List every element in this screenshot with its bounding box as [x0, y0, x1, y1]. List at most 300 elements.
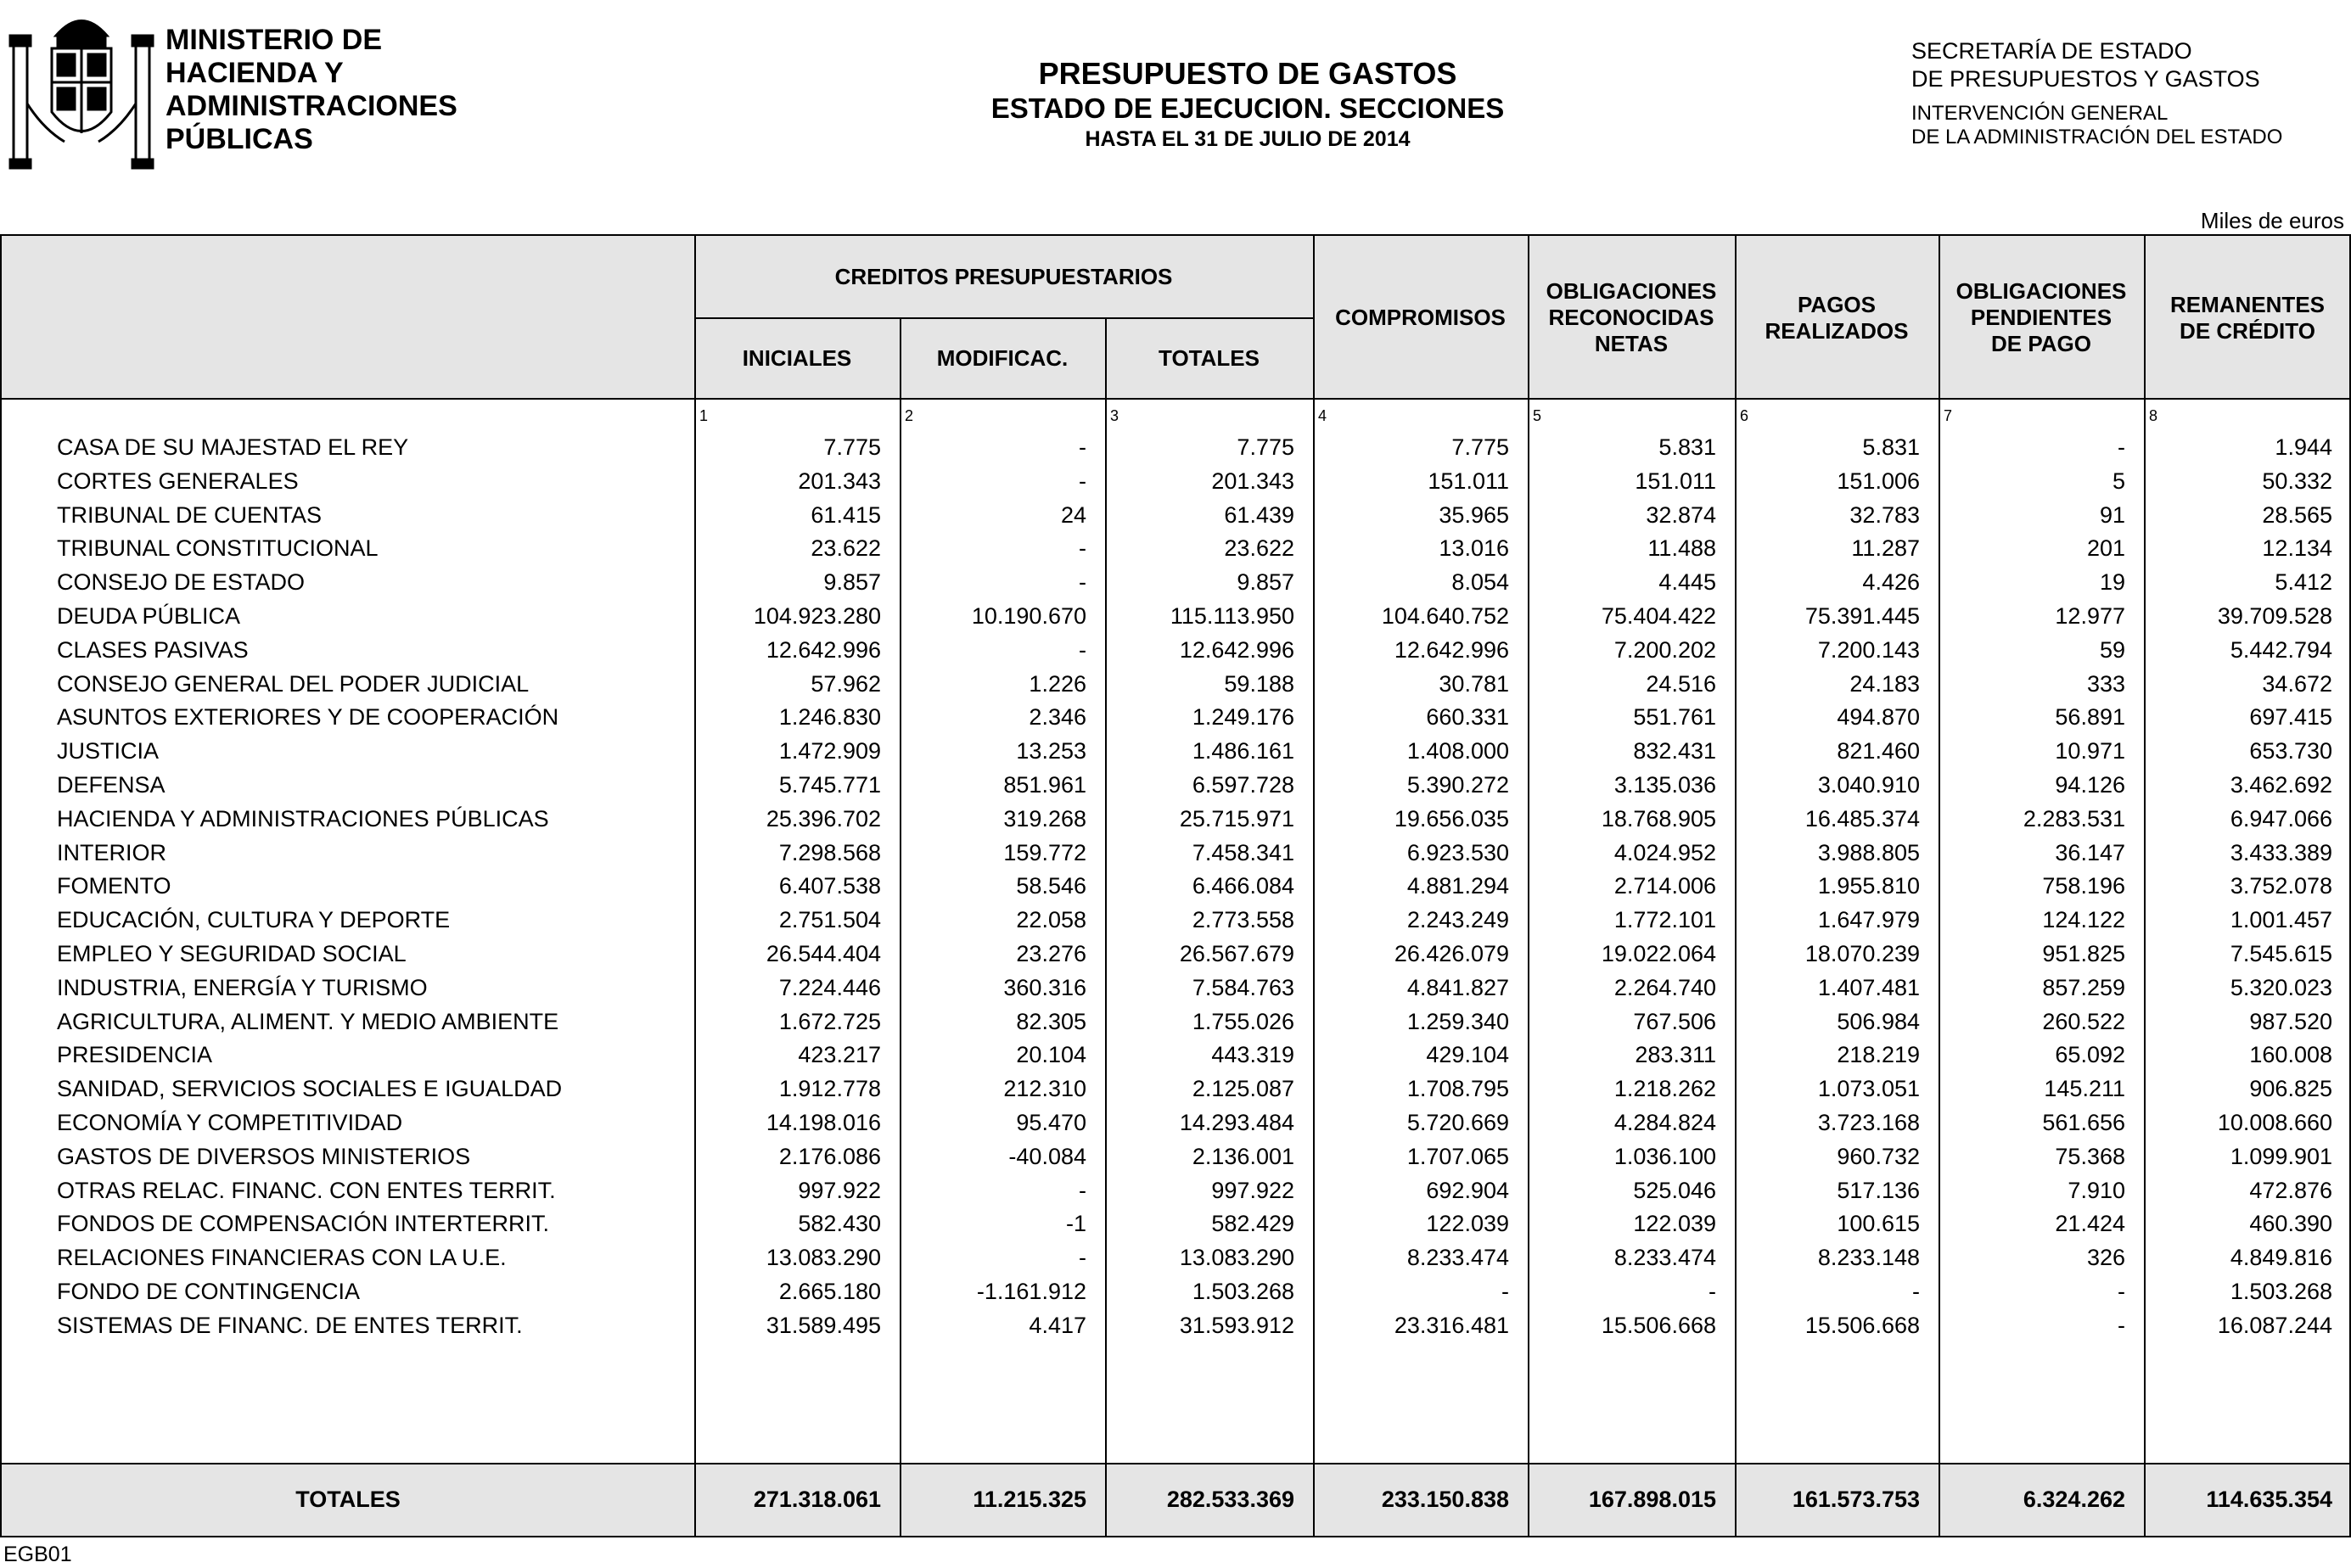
- table-row: [2, 701, 2349, 734]
- cell-value: 2.264.740: [1613, 974, 1716, 1000]
- cell-value: -: [1079, 636, 1086, 663]
- cell-value: 25.396.702: [766, 805, 881, 832]
- title-date: HASTA EL 31 DE JULIO DE 2014: [1085, 127, 1411, 151]
- cell-value: 212.310: [1003, 1076, 1086, 1102]
- cell-value: 1.218.262: [1613, 1076, 1716, 1102]
- totals-value: 161.573.753: [1792, 1487, 1920, 1512]
- row-label: CASA DE SU MAJESTAD EL REY: [57, 434, 409, 460]
- cell-value: 12.977: [2055, 603, 2125, 629]
- cell-value: 857.259: [2042, 974, 2125, 1000]
- cell-value: 6.466.084: [1192, 873, 1294, 899]
- cell-value: 115.113.950: [1170, 603, 1294, 629]
- cell-value: 8.233.474: [1613, 1245, 1716, 1271]
- row-label: ECONOMÍA Y COMPETITIVIDAD: [57, 1110, 403, 1135]
- table-row: [2, 634, 2349, 667]
- cell-value: -: [1079, 434, 1086, 460]
- ministry-line: MINISTERIO DE: [166, 24, 383, 56]
- table-row: [2, 1005, 2349, 1039]
- row-label: FOMENTO: [57, 873, 171, 899]
- cell-value: 23.316.481: [1394, 1312, 1509, 1338]
- cell-value: -: [1709, 1279, 1716, 1304]
- cell-value: 653.730: [2249, 738, 2332, 764]
- col-header-compromisos: COMPROMISOS: [1335, 305, 1506, 330]
- cell-value: 61.415: [811, 501, 881, 528]
- cell-value: 1.672.725: [778, 1008, 881, 1034]
- cell-value: 8.233.148: [1817, 1245, 1920, 1271]
- cell-value: 26.544.404: [766, 941, 881, 966]
- cell-value: 5.320.023: [2230, 974, 2332, 1000]
- table-row: [2, 870, 2349, 903]
- column-divider: [1528, 236, 1529, 1536]
- cell-value: 5: [2112, 468, 2125, 494]
- row-label: JUSTICIA: [57, 738, 160, 764]
- row-label: SISTEMAS DE FINANC. DE ENTES TERRIT.: [57, 1312, 523, 1338]
- cell-value: 4.849.816: [2230, 1245, 2332, 1271]
- column-number: 7: [1944, 407, 1953, 424]
- cell-value: 2.773.558: [1192, 907, 1294, 933]
- cell-value: 26.567.679: [1179, 941, 1294, 966]
- cell-value: 506.984: [1837, 1008, 1920, 1034]
- cell-value: 4.445: [1658, 569, 1716, 596]
- cell-value: 11.488: [1647, 535, 1716, 562]
- ministry-line: PÚBLICAS: [166, 123, 313, 155]
- cell-value: 5.720.669: [1406, 1110, 1509, 1135]
- cell-value: 1.486.161: [1192, 738, 1294, 764]
- cell-value: 3.135.036: [1613, 772, 1716, 798]
- col-header-pendientes: OBLIGACIONES PENDIENTES DE PAGO: [1955, 278, 2127, 356]
- table-row: [2, 972, 2349, 1005]
- cell-value: 2.346: [1029, 704, 1086, 731]
- table-row: [2, 1106, 2349, 1140]
- cell-value: 4.417: [1029, 1312, 1086, 1338]
- cell-value: 75.404.422: [1601, 603, 1716, 629]
- cell-value: 5.390.272: [1406, 772, 1509, 798]
- cell-value: 65.092: [2055, 1042, 2125, 1068]
- cell-value: 75.391.445: [1804, 603, 1920, 629]
- cell-value: 3.433.389: [2230, 839, 2332, 865]
- row-label: TRIBUNAL DE CUENTAS: [57, 501, 323, 528]
- cell-value: 692.904: [1426, 1177, 1509, 1203]
- row-label: GASTOS DE DIVERSOS MINISTERIOS: [57, 1143, 471, 1169]
- cell-value: 22.058: [1016, 907, 1086, 933]
- cell-value: 1.249.176: [1192, 704, 1294, 731]
- row-label: FONDO DE CONTINGENCIA: [57, 1279, 361, 1304]
- totals-value: 271.318.061: [753, 1487, 881, 1512]
- cell-value: 1.707.065: [1406, 1143, 1509, 1169]
- cell-value: 660.331: [1426, 704, 1509, 731]
- cell-value: 59: [2099, 636, 2125, 663]
- table-row: [2, 837, 2349, 870]
- row-label: AGRICULTURA, ALIMENT. Y MEDIO AMBIENTE: [57, 1008, 559, 1034]
- secretaria-header: [1911, 37, 2260, 93]
- cell-value: 429.104: [1426, 1042, 1509, 1068]
- cell-value: 821.460: [1837, 738, 1920, 764]
- cell-value: -: [2118, 1312, 2125, 1338]
- cell-value: 201: [2086, 535, 2125, 562]
- table-row: [2, 1039, 2349, 1072]
- cell-value: 4.426: [1862, 569, 1920, 596]
- cell-value: 2.283.531: [2023, 805, 2125, 832]
- cell-value: 16.485.374: [1804, 805, 1920, 832]
- table-row: [2, 1174, 2349, 1207]
- cell-value: 7.200.143: [1817, 636, 1920, 663]
- cell-value: 39.709.528: [2217, 603, 2332, 629]
- cell-value: 3.723.168: [1817, 1110, 1920, 1135]
- cell-value: 2.751.504: [778, 907, 881, 933]
- cell-value: 91: [2099, 501, 2125, 528]
- table-row: [2, 735, 2349, 768]
- cell-value: 35.965: [1439, 501, 1509, 528]
- row-label: RELACIONES FINANCIERAS CON LA U.E.: [57, 1245, 507, 1271]
- row-label: DEUDA PÚBLICA: [57, 603, 241, 629]
- table-row: [2, 803, 2349, 836]
- cell-value: 14.293.484: [1179, 1110, 1294, 1135]
- table-row: [2, 668, 2349, 701]
- cell-value: 326: [2086, 1245, 2125, 1271]
- cell-value: -1: [1065, 1211, 1086, 1237]
- column-number: 4: [1318, 407, 1327, 424]
- cell-value: 15.506.668: [1601, 1312, 1716, 1338]
- cell-value: 122.039: [1426, 1211, 1509, 1237]
- cell-value: 32.783: [1849, 501, 1920, 528]
- col-header-obligaciones-netas: OBLIGACIONES RECONOCIDAS NETAS: [1546, 278, 1717, 356]
- cell-value: 59.188: [1224, 670, 1294, 697]
- report-code: EGB01: [3, 1543, 72, 1566]
- cell-value: 12.642.996: [1394, 636, 1509, 663]
- cell-value: 333: [2086, 670, 2125, 697]
- title-sub: ESTADO DE EJECUCION. SECCIONES: [990, 92, 1505, 124]
- cell-value: 36.147: [2055, 839, 2125, 865]
- cell-value: 832.431: [1633, 738, 1716, 764]
- totals-value: 6.324.262: [2023, 1487, 2125, 1512]
- cell-value: 319.268: [1003, 805, 1086, 832]
- cell-value: 7.298.568: [778, 839, 881, 865]
- cell-value: 124.122: [2042, 907, 2125, 933]
- cell-value: 4.881.294: [1406, 873, 1509, 899]
- column-number: 5: [1533, 407, 1542, 424]
- cell-value: 4.024.952: [1613, 839, 1716, 865]
- cell-value: 1.036.100: [1613, 1143, 1716, 1169]
- cell-value: -: [1079, 569, 1086, 596]
- row-label: DEFENSA: [57, 772, 166, 798]
- cell-value: 951.825: [2042, 941, 2125, 966]
- totals-value: 11.215.325: [973, 1487, 1086, 1512]
- row-label: SANIDAD, SERVICIOS SOCIALES E IGUALDAD: [57, 1076, 563, 1102]
- cell-value: 26.426.079: [1394, 941, 1509, 966]
- cell-value: 7.458.341: [1192, 839, 1294, 865]
- cell-value: 218.219: [1837, 1042, 1920, 1068]
- cell-value: -: [2118, 434, 2125, 460]
- cell-value: 100.615: [1837, 1211, 1920, 1237]
- cell-value: -: [1079, 1245, 1086, 1271]
- cell-value: 23.622: [1224, 535, 1294, 562]
- table-row: [2, 532, 2349, 565]
- cell-value: 104.923.280: [753, 603, 881, 629]
- column-number: 3: [1110, 407, 1119, 424]
- row-label: PRESIDENCIA: [57, 1042, 213, 1068]
- row-label: TRIBUNAL CONSTITUCIONAL: [57, 535, 379, 562]
- cell-value: 16.087.244: [2217, 1312, 2332, 1338]
- cell-value: 20.104: [1016, 1042, 1086, 1068]
- cell-value: 1.772.101: [1613, 907, 1716, 933]
- cell-value: 23.622: [811, 535, 881, 562]
- row-label: EMPLEO Y SEGURIDAD SOCIAL: [57, 941, 407, 966]
- cell-value: 32.874: [1646, 501, 1716, 528]
- cell-value: 423.217: [798, 1042, 881, 1068]
- cell-value: 160.008: [2249, 1042, 2332, 1068]
- row-label: HACIENDA Y ADMINISTRACIONES PÚBLICAS: [57, 805, 549, 832]
- cell-value: 82.305: [1016, 1008, 1086, 1034]
- cell-value: 94.126: [2055, 772, 2125, 798]
- cell-value: 1.073.051: [1817, 1076, 1920, 1102]
- cell-value: 1.001.457: [2230, 907, 2332, 933]
- column-divider: [1939, 236, 1940, 1536]
- cell-value: 1.246.830: [778, 704, 881, 731]
- totals-value: 114.635.354: [2206, 1487, 2332, 1512]
- cell-value: 7.200.202: [1613, 636, 1716, 663]
- cell-value: 1.472.909: [778, 738, 881, 764]
- cell-value: 9.857: [823, 569, 881, 596]
- title-main: PRESUPUESTO DE GASTOS: [1038, 56, 1457, 91]
- cell-value: 10.008.660: [2217, 1110, 2332, 1135]
- cell-value: 443.319: [1211, 1042, 1294, 1068]
- cell-value: 13.083.290: [1179, 1245, 1294, 1271]
- cell-value: 561.656: [2042, 1110, 2125, 1135]
- row-label: INTERIOR: [57, 839, 167, 865]
- cell-value: 58.546: [1016, 873, 1086, 899]
- cell-value: 57.962: [811, 670, 881, 697]
- cell-value: 525.046: [1633, 1177, 1716, 1203]
- cell-value: 50.332: [2262, 468, 2332, 494]
- cell-value: -: [1079, 468, 1086, 494]
- row-label: OTRAS RELAC. FINANC. CON ENTES TERRIT.: [57, 1177, 556, 1203]
- cell-value: 582.430: [798, 1211, 881, 1237]
- cell-value: 7.224.446: [778, 974, 881, 1000]
- cell-value: 5.412: [2275, 569, 2332, 596]
- cell-value: 19.022.064: [1601, 941, 1716, 966]
- cell-value: 7.545.615: [2230, 941, 2332, 966]
- cell-value: 1.755.026: [1192, 1008, 1294, 1034]
- ministry-line: ADMINISTRACIONES: [166, 90, 457, 122]
- cell-value: 4.284.824: [1613, 1110, 1716, 1135]
- cell-value: 1.408.000: [1406, 738, 1509, 764]
- cell-value: 2.125.087: [1192, 1076, 1294, 1102]
- cell-value: 551.761: [1633, 704, 1716, 731]
- cell-value: 697.415: [2249, 704, 2332, 731]
- cell-value: 201.343: [1211, 468, 1294, 494]
- cell-value: 2.665.180: [778, 1279, 881, 1304]
- cell-value: 460.390: [2249, 1211, 2332, 1237]
- intervencion-line: INTERVENCIÓN GENERAL: [1911, 102, 2169, 125]
- cell-value: 34.672: [2262, 670, 2332, 697]
- cell-value: 7.775: [823, 434, 881, 460]
- cell-value: 6.923.530: [1406, 839, 1509, 865]
- cell-value: 1.099.901: [2230, 1143, 2332, 1169]
- cell-value: 3.988.805: [1817, 839, 1920, 865]
- cell-value: 2.714.006: [1613, 873, 1716, 899]
- cell-value: 517.136: [1837, 1177, 1920, 1203]
- cell-value: 7.775: [1237, 434, 1294, 460]
- col-header-pagos: PAGOS REALIZADOS: [1765, 291, 1909, 344]
- cell-value: 23.276: [1016, 941, 1086, 966]
- cell-value: 25.715.971: [1179, 805, 1294, 832]
- cell-value: 12.134: [2262, 535, 2332, 562]
- cell-value: 3.752.078: [2230, 873, 2332, 899]
- column-number: 2: [905, 407, 914, 424]
- cell-value: 95.470: [1016, 1110, 1086, 1135]
- cell-value: 24.183: [1849, 670, 1920, 697]
- cell-value: 15.506.668: [1804, 1312, 1920, 1338]
- totals-value: 167.898.015: [1588, 1487, 1716, 1512]
- row-label: EDUCACIÓN, CULTURA Y DEPORTE: [57, 907, 451, 933]
- units-label: Miles de euros: [2200, 208, 2344, 233]
- column-divider: [694, 236, 696, 1536]
- row-label: CORTES GENERALES: [57, 468, 299, 494]
- cell-value: 5.831: [1658, 434, 1716, 460]
- row-label: CONSEJO DE ESTADO: [57, 569, 306, 596]
- cell-value: 31.589.495: [766, 1312, 881, 1338]
- column-divider: [1313, 236, 1315, 1536]
- cell-value: 7.910: [2068, 1177, 2125, 1203]
- cell-value: 1.259.340: [1406, 1008, 1509, 1034]
- cell-value: 767.506: [1633, 1008, 1716, 1034]
- cell-value: 8.233.474: [1406, 1245, 1509, 1271]
- group-header-creditos: CREDITOS PRESUPUESTARIOS: [834, 263, 1173, 289]
- cell-value: 3.462.692: [2230, 772, 2332, 798]
- cell-value: 75.368: [2055, 1143, 2125, 1169]
- cell-value: 1.944: [2275, 434, 2332, 460]
- cell-value: 6.947.066: [2230, 805, 2332, 832]
- cell-value: 283.311: [1635, 1042, 1716, 1068]
- row-label: CLASES PASIVAS: [57, 636, 249, 663]
- column-divider: [900, 317, 901, 1536]
- cell-value: -: [2118, 1279, 2125, 1304]
- cell-value: 1.407.481: [1817, 974, 1920, 1000]
- cell-value: 758.196: [2042, 873, 2125, 899]
- table-row: [2, 904, 2349, 937]
- cell-value: 997.922: [1211, 1177, 1294, 1203]
- secretaria-line: DE PRESUPUESTOS Y GASTOS: [1911, 66, 2260, 92]
- cell-value: 2.136.001: [1192, 1143, 1294, 1169]
- cell-value: 11.287: [1851, 535, 1920, 562]
- column-divider: [1105, 317, 1107, 1536]
- cell-value: 6.597.728: [1192, 772, 1294, 798]
- cell-value: 6.407.538: [778, 873, 881, 899]
- cell-value: 21.424: [2055, 1211, 2125, 1237]
- cell-value: 122.039: [1633, 1211, 1716, 1237]
- cell-value: 12.642.996: [1179, 636, 1294, 663]
- col-header-remanentes: REMANENTES DE CRÉDITO: [2169, 291, 2325, 344]
- cell-value: 4.841.827: [1406, 974, 1509, 1000]
- cell-value: -1.161.912: [976, 1279, 1086, 1304]
- cell-value: 31.593.912: [1179, 1312, 1294, 1338]
- cell-value: 61.439: [1224, 501, 1294, 528]
- cell-value: 13.253: [1016, 738, 1086, 764]
- cell-value: 13.016: [1439, 535, 1509, 562]
- cell-value: -: [1501, 1279, 1509, 1304]
- budget-table: [0, 234, 2351, 1537]
- column-divider: [1735, 236, 1737, 1536]
- cell-value: 159.772: [1003, 839, 1086, 865]
- totals-label: TOTALES: [295, 1487, 401, 1512]
- cell-value: 851.961: [1003, 772, 1086, 798]
- cell-value: 24.516: [1646, 670, 1716, 697]
- cell-value: 7.775: [1451, 434, 1509, 460]
- cell-value: 151.011: [1635, 468, 1716, 494]
- cell-value: 5.831: [1862, 434, 1920, 460]
- cell-value: 9.857: [1237, 569, 1294, 596]
- cell-value: 3.040.910: [1817, 772, 1920, 798]
- coat-of-arms-icon: [5, 2, 158, 171]
- cell-value: 30.781: [1439, 670, 1509, 697]
- column-number: 8: [2149, 407, 2158, 424]
- row-label: INDUSTRIA, ENERGÍA Y TURISMO: [57, 974, 428, 1000]
- column-divider: [2144, 236, 2146, 1536]
- cell-value: 145.211: [2044, 1076, 2125, 1102]
- intervencion-line: DE LA ADMINISTRACIÓN DEL ESTADO: [1911, 126, 2283, 148]
- cell-value: 987.520: [2249, 1008, 2332, 1034]
- cell-value: 1.708.795: [1406, 1076, 1509, 1102]
- table-row: [2, 938, 2349, 971]
- cell-value: 24: [1060, 501, 1086, 528]
- cell-value: 10.190.670: [971, 603, 1086, 629]
- ministry-name: [166, 24, 457, 156]
- row-label: ASUNTOS EXTERIORES Y DE COOPERACIÓN: [57, 704, 559, 731]
- cell-value: 28.565: [2262, 501, 2332, 528]
- cell-value: 8.054: [1451, 569, 1509, 596]
- cell-value: 18.768.905: [1601, 805, 1716, 832]
- cell-value: 2.243.249: [1406, 907, 1509, 933]
- column-number: 1: [699, 407, 709, 424]
- cell-value: 104.640.752: [1381, 603, 1509, 629]
- totals-value: 282.533.369: [1166, 1487, 1294, 1512]
- cell-value: 56.891: [2055, 704, 2125, 731]
- table-row: [2, 769, 2349, 802]
- cell-value: 7.584.763: [1192, 974, 1294, 1000]
- cell-value: 906.825: [2249, 1076, 2332, 1102]
- cell-value: 19.656.035: [1394, 805, 1509, 832]
- table-row: [2, 1072, 2349, 1106]
- table-row: [2, 566, 2349, 599]
- intervencion-header: [1911, 102, 2282, 149]
- cell-value: -: [1079, 1177, 1086, 1203]
- cell-value: 151.011: [1428, 468, 1509, 494]
- cell-value: 1.647.979: [1817, 907, 1920, 933]
- cell-value: 19: [2099, 569, 2125, 596]
- table-row: [2, 1241, 2349, 1274]
- table-row: [2, 600, 2349, 633]
- ministry-line: HACIENDA Y: [166, 57, 344, 89]
- cell-value: 1.503.268: [1192, 1279, 1294, 1304]
- totals-row: [2, 1463, 2349, 1536]
- cell-value: 360.316: [1003, 974, 1086, 1000]
- cell-value: -: [1912, 1279, 1920, 1304]
- cell-value: 1.226: [1029, 670, 1086, 697]
- cell-value: 960.732: [1837, 1143, 1920, 1169]
- table-row: [2, 1140, 2349, 1173]
- table-row: [2, 1309, 2349, 1342]
- cell-value: 13.083.290: [766, 1245, 881, 1271]
- cell-value: 997.922: [798, 1177, 881, 1203]
- cell-value: -: [1079, 535, 1086, 562]
- cell-value: 5.442.794: [2230, 636, 2332, 663]
- cell-value: 10.971: [2055, 738, 2125, 764]
- col-header-modificac: MODIFICAC.: [936, 345, 1069, 371]
- col-header-iniciales: INICIALES: [742, 345, 852, 371]
- row-label: FONDOS DE COMPENSACIÓN INTERTERRIT.: [57, 1211, 550, 1237]
- cell-value: 1.955.810: [1817, 873, 1920, 899]
- table-row: [2, 1275, 2349, 1308]
